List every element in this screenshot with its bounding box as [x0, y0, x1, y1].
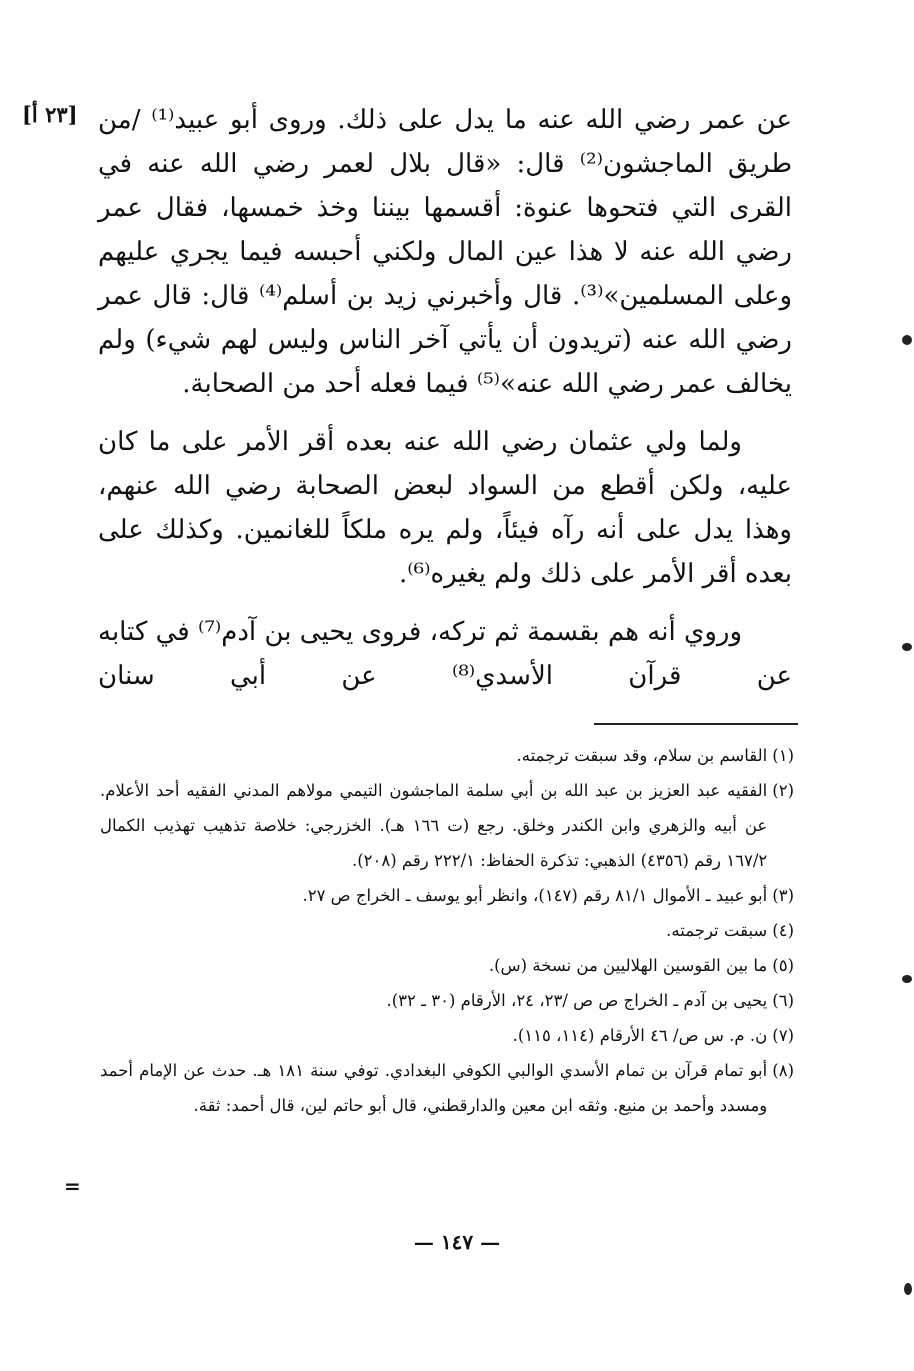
page-number: — ١٤٧ —: [413, 1230, 501, 1254]
footnote-number: (٦): [772, 991, 794, 1010]
footnote-text: ن. م. س ص/ ٤٦ الأرقام (١١٤، ١١٥).: [512, 1026, 768, 1045]
footnote-number: (٨): [772, 1061, 794, 1080]
footnote-7: [100, 1018, 794, 1053]
footnote-3: [100, 878, 794, 913]
footnotes: [100, 738, 794, 1123]
footnote-text: سبقت ترجمته.: [666, 921, 768, 940]
footnote-number: (٤): [772, 921, 794, 940]
footnote-2: [100, 773, 794, 878]
footnote-number: (١): [772, 746, 794, 765]
paragraph-1: عن عمر رضي الله عنه ما يدل على ذلك. وروى أبو عبيد⁽¹⁾ /من طريق الماجشون⁽²⁾ قال: «قال بلال لعمر رضي الله عنه في القرى التي فتحوها عنوة: أقسمها بيننا وخذ خمسها، فقال عمر رضي الله عنه لا هذا عين المال ولكني أحبسه فيما يجري عليهم وعلى المسلمين»⁽³⁾. قال وأخبرني زيد بن أسلم⁽⁴⁾ قال: قال عمر رضي الله عنه (تريدون أن يأتي آخر الناس وليس لهم شيء) ولم يخالف عمر رضي الله عنه»⁽⁵⁾ فيما فعله أحد من الصحابة.: [98, 105, 793, 399]
binding-hole-mark: [902, 335, 912, 345]
footnote-number: (٢): [772, 781, 794, 800]
footnote-5: [100, 948, 794, 983]
footnote-text: يحيى بن آدم ـ الخراج ص ص /٢٣، ٢٤، الأرقام (٣٠ ـ ٣٢).: [386, 991, 768, 1010]
footnote-number: (٧): [772, 1026, 794, 1045]
footnote-text: القاسم بن سلام، وقد سبقت ترجمته.: [516, 746, 768, 765]
footnote-number: (٣): [772, 886, 794, 905]
paragraph-3: وروي أنه هم بقسمة ثم تركه، فروى يحيى بن آدم⁽⁷⁾ في كتابه عن قرآن الأسدي⁽⁸⁾ عن أبي سنان: [98, 617, 793, 691]
footnote-8: [100, 1053, 794, 1123]
margin-equals-mark: =: [64, 1174, 81, 1198]
footnote-separator: [594, 723, 798, 725]
footnote-text: الفقيه عبد العزيز بن عبد الله بن أبي سلمة الماجشون التيمي مولاهم المدني الفقيه أحد الأعلام. عن أبيه والزهري وابن الكندر وخلق. رجع (ت ١٦٦ هـ). الخزرجي: خلاصة تذهيب تهذيب الكمال ١٦٧/٢ رقم (٤٣٥٦) الذهبي: تذكرة الحفاظ: ٢٢٢/١ رقم (٢٠٨).: [100, 781, 768, 870]
footnote-1: [100, 738, 794, 773]
footnote-number: (٥): [772, 956, 794, 975]
binding-hole-mark: [904, 1283, 912, 1295]
footnote-text: أبو عبيد ـ الأموال ٨١/١ رقم (١٤٧)، وانظر أبو يوسف ـ الخراج ص ٢٧.: [302, 886, 768, 905]
footnote-text: ما بين القوسين الهلاليين من نسخة (س).: [488, 956, 768, 975]
main-text: [98, 98, 792, 698]
binding-hole-mark: [902, 643, 912, 651]
footnote-4: [100, 913, 794, 948]
manuscript-folio-marker: [٢٣ أ]: [22, 102, 78, 127]
paragraph-2: ولما ولي عثمان رضي الله عنه بعده أقر الأمر على ما كان عليه، ولكن أقطع من السواد لبعض الصحابة رضي الله عنهم، وهذا يدل على أنه رآه فيئاً، ولم يره ملكاً للغانمين. وكذلك على بعده أقر الأمر على ذلك ولم يغيره⁽⁶⁾.: [98, 427, 792, 589]
footnote-text: أبو تمام قرآن بن تمام الأسدي الوالبي الكوفي البغدادي. توفي سنة ١٨١ هـ. حدث عن الإمام أحمد ومسدد وأحمد بن منيع. وثقه ابن معين والدارقطني، قال أبو حاتم لين، قال أحمد: ثقة.: [100, 1061, 768, 1115]
binding-hole-mark: [902, 975, 912, 983]
footnote-6: [100, 983, 794, 1018]
